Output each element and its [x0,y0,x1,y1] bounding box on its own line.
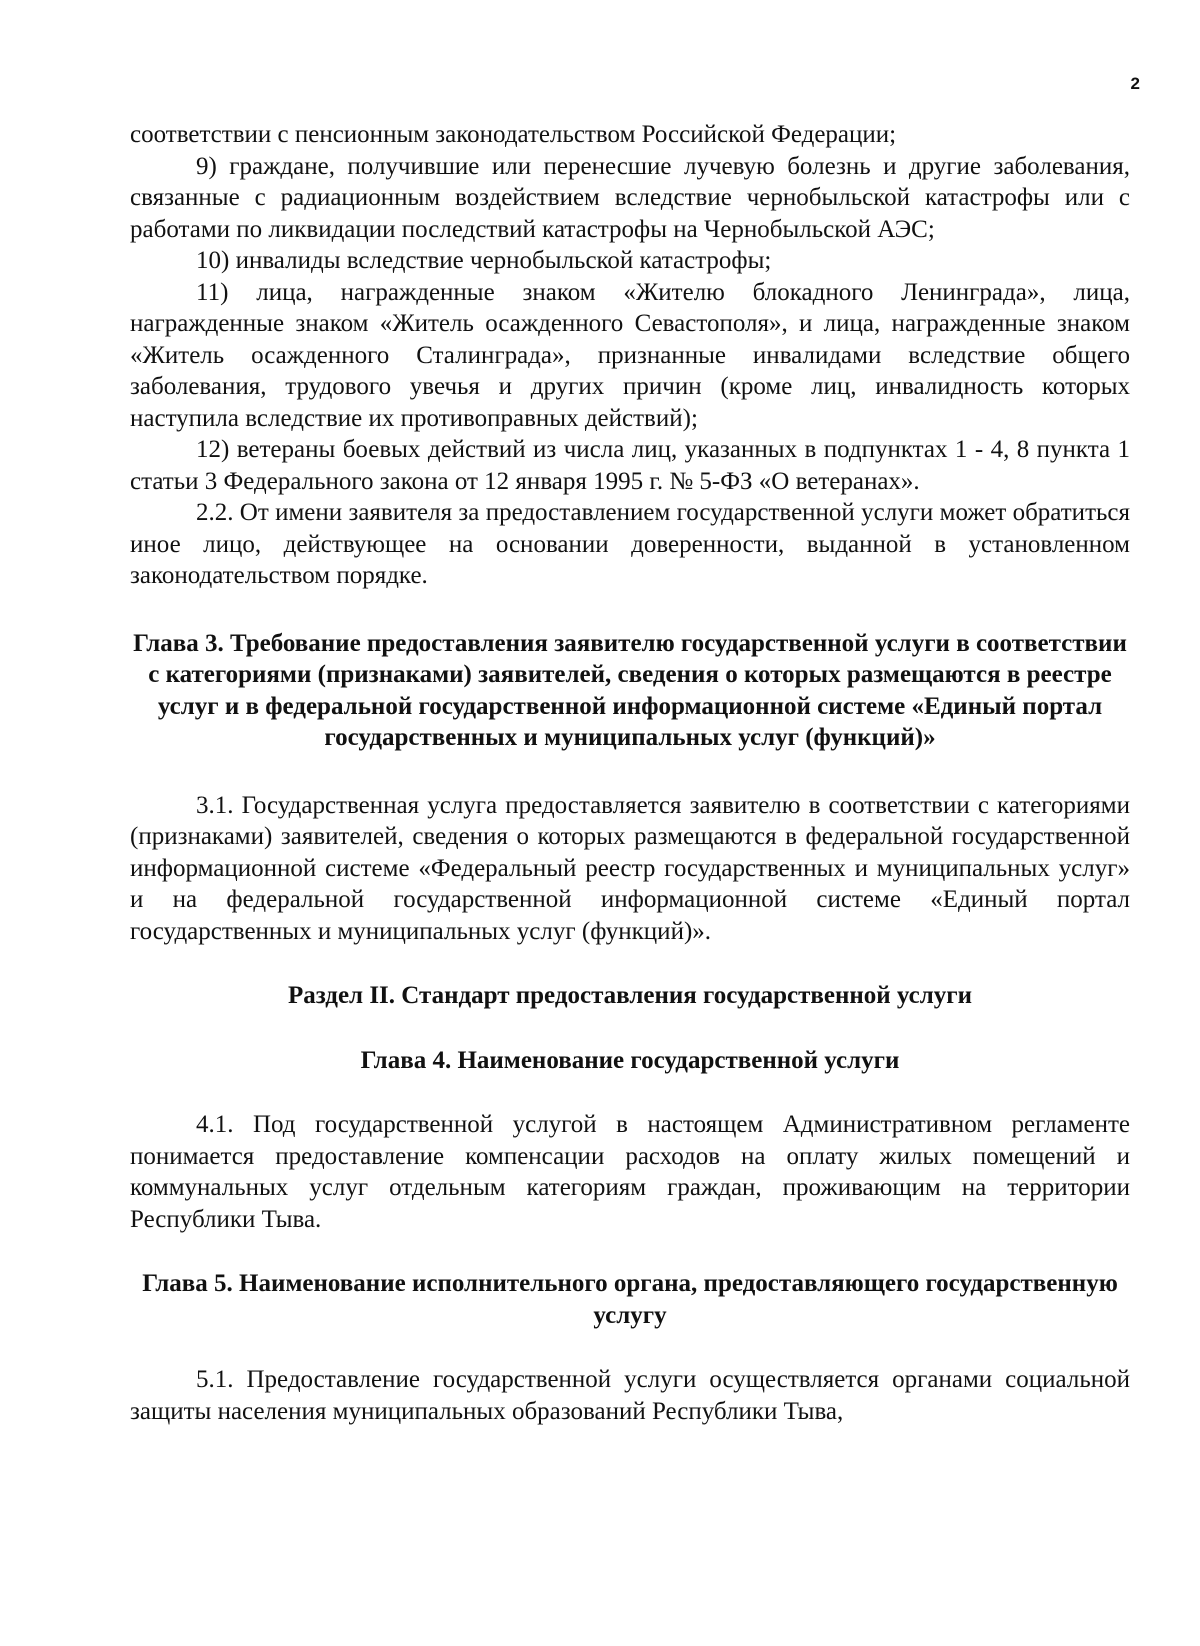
document-body [130,119,1130,1427]
spacer [130,1012,1130,1045]
spacer [130,947,1130,980]
spacer [130,1076,1130,1109]
paragraph-4-1: 4.1. Под государственной услугой в настоящем Административном регламенте понимается предоставление компенсации расходов на оплату жилых помещений и коммунальных услуг отдельным категориям граждан, проживающим на территории Республики Тыва. [130,1111,1130,1233]
paragraph-2-2: 2.2. От имени заявителя за предоставлением государственной услуги может обратиться иное лицо, действующее на основании доверенности, выданной в установленном законодательством порядке. [130,499,1130,589]
paragraph-item-12: 12) ветераны боевых действий из числа лиц, указанных в подпунктах 1 - 4, 8 пункта 1 статьи 3 Федерального закона от 12 января 1995 г. № 5-ФЗ «О ветеранах». [130,436,1130,495]
paragraph-3-1: 3.1. Государственная услуга предоставляется заявителю в соответствии с категориями (признаками) заявителей, сведения о которых размещаются в федеральной государственной информационной системе «Федеральный реестр государственных и муниципальных услуг» и на федеральной государственной информационной системе «Единый портал государственных и муниципальных услуг (функций)». [130,791,1130,945]
spacer [130,592,1130,628]
paragraph-item-10: 10) инвалиды вследствие чернобыльской катастрофы; [196,247,772,274]
paragraph-intro: соответствии с пенсионным законодательством Российской Федерации; [130,121,897,148]
chapter-4-heading: Глава 4. Наименование государственной услуги [360,1046,900,1074]
paragraph-item-9: 9) граждане, получившие или перенесшие лучевую болезнь и другие заболевания, связанные с радиационным воздействием вследствие чернобыльской катастрофы или с работами по ликвидации последствий катастрофы на Чернобыльской АЭС; [130,152,1130,243]
paragraph-5-1: 5.1. Предоставление государственной услуги осуществляется органами социальной защиты населения муниципальных образований Республики Тыва, [130,1366,1130,1425]
spacer [130,1331,1130,1364]
page-number: 2 [1130,74,1140,93]
chapter-5-heading: Глава 5. Наименование исполнительного органа, предоставляющего государственную услугу [142,1270,1118,1329]
section-2-heading: Раздел II. Стандарт предоставления государственной услуги [287,982,973,1009]
paragraph-item-11: 11) лица, награжденные знаком «Жителю блокадного Ленинграда», лица, награжденные знаком «Житель осажденного Севастополя», и лица, награжденные знаком «Житель осажденного Сталинграда», признанные инвалидами вследствие общего заболевания, трудового увечья и других причин (кроме лиц, инвалидность которых наступила вследствие их противоправных действий); [130,278,1130,432]
chapter-3-heading: Глава 3. Требование предоставления заявителю государственной услуги в соответствии с категориями (признаками) заявителей, сведения о которых размещаются в реестре услуг и в федеральной государственной информационной системе «Единый портал государственных и муниципальных услуг (функций)» [133,629,1127,751]
spacer [130,1235,1130,1268]
spacer [130,754,1130,790]
